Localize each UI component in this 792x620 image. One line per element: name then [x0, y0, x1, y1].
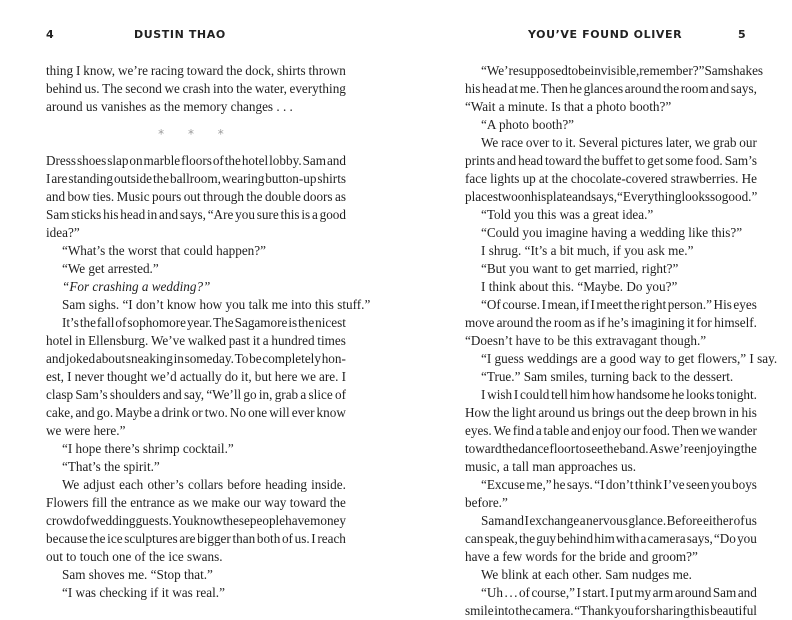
text-line: I are standing outside the ballroom, wearing button-up shirts [46, 171, 346, 186]
text-line: “We’re supposed to be invisible, remember?” Sam shakes [481, 63, 764, 78]
text-line: “Doesn’t have to be this extravagant though.” [465, 333, 707, 348]
text-line: hotel in Ellensburg. We’ve walked past it a hundred times [46, 333, 346, 348]
text-line: prints and head toward the buffet to get some food. Sam’s [465, 153, 757, 168]
text-line: clasp Sam’s shoulders and say, “We’ll go in, grab a slice of [46, 387, 346, 402]
right-paragraph-main [465, 62, 778, 620]
text-line: around us vanishes as the memory changes . . . [46, 99, 293, 114]
text-line: Sam sighs. “I don’t know how you talk me into this stuff.” [62, 297, 371, 312]
text-line: his head at me. Then he glances around the room and says, [465, 81, 757, 96]
text-line: thing I know, we’re racing toward the dock, shirts thrown [46, 63, 346, 78]
text-line: eyes. We find a table and enjoy our food. Then we wander [465, 423, 757, 438]
text-line: idea?” [46, 225, 80, 240]
text-line: “Could you imagine having a wedding like this?” [481, 225, 743, 240]
text-line: “What’s the worst that could happen?” [62, 243, 266, 258]
text-line: “True.” Sam smiles, turning back to the dessert. [481, 369, 734, 384]
text-line: we were here.” [46, 423, 126, 438]
text-line: “Of course. I mean, if I meet the right person.” His eyes [481, 297, 757, 312]
left-paragraph-top [46, 62, 346, 116]
right-body-text [465, 62, 778, 620]
text-line: out to touch one of the ice swans. [46, 549, 223, 564]
text-line: “I guess weddings are a good way to get flowers,” I say. [481, 351, 778, 366]
text-line: “Told you this was a great idea.” [481, 207, 654, 222]
text-line: have a few words for the bride and groom?” [465, 549, 698, 564]
text-line: “I hope there’s shrimp cocktail.” [62, 441, 234, 456]
text-line: I think about this. “Maybe. Do you?” [481, 279, 678, 294]
text-line: We race over to it. Several pictures later, we grab our [481, 135, 757, 150]
text-line: can speak, the guy behind him with a camera says, “Do you [465, 531, 757, 546]
text-line: music, a tall man approaches us. [465, 459, 637, 474]
text-line: move around the room as if he’s imagining it for himself. [465, 315, 757, 330]
text-line: “Wait a minute. Is that a photo booth?” [465, 99, 672, 114]
text-line: We blink at each other. Sam nudges me. [481, 567, 692, 582]
text-line: est, I never thought we’d actually do it, but here we are. I [46, 369, 346, 384]
text-line: places two on his plate and says, “Everything looks so good.” [465, 189, 758, 204]
text-line: “A photo booth?” [481, 117, 575, 132]
right-running-head: YOU’VE FOUND OLIVER [528, 28, 683, 41]
text-line: Flowers fill the entrance as we make our way toward the [46, 495, 346, 510]
text-line: face lights up at the chocolate-covered strawberries. He [465, 171, 757, 186]
text-line: I shrug. “It’s a bit much, if you ask me.” [481, 243, 694, 258]
left-page [0, 0, 396, 600]
text-line: because the ice sculptures are bigger than both of us. I reach [46, 531, 346, 546]
text-line: It’s the fall of sophomore year. The Sagamore is the nicest [62, 315, 346, 330]
left-page-number: 4 [46, 28, 55, 41]
text-line: Sam sticks his head in and says, “Are you sure this is a good [46, 207, 346, 222]
text-line: How the light around us brings out the deep brown in his [465, 405, 757, 420]
text-line: I wish I could tell him how handsome he looks tonight. [481, 387, 757, 402]
text-line: smile into the camera. “Thank you for sharing this beautiful [465, 603, 757, 618]
text-line: Sam and I exchange a nervous glance. Before either of us [481, 513, 757, 528]
text-line: and joked about sneaking in someday. To be completely hon- [46, 351, 346, 366]
left-paragraph-main [46, 152, 371, 602]
text-line: toward the dance floor to see the band. As we’re enjoying the [465, 441, 757, 456]
text-line: “Excuse me,” he says. “I don’t think I’ve seen you boys [481, 477, 757, 492]
right-page-number: 5 [738, 28, 747, 41]
text-line: behind us. The second we crash into the water, everything [46, 81, 346, 96]
text-line: “But you want to get married, right?” [481, 261, 679, 276]
text-line: cake, and go. Maybe a drink or two. No one will ever know [46, 405, 346, 420]
text-line: “I was checking if it was real.” [62, 585, 225, 600]
text-line: and bow ties. Music pours out through the double doors as [46, 189, 346, 204]
left-body-text [46, 62, 371, 602]
text-line: “We get arrested.” [62, 261, 159, 276]
text-line: “That’s the spirit.” [62, 459, 160, 474]
text-line: We adjust each other’s collars before heading inside. [62, 477, 346, 492]
left-running-head: DUSTIN THAO [134, 28, 226, 41]
text-line: Dress shoes slap on marble floors of the hotel lobby. Sam and [46, 153, 346, 168]
text-line: Sam shoves me. “Stop that.” [62, 567, 213, 582]
text-line: before.” [465, 495, 508, 510]
section-break: * * * [158, 127, 234, 141]
text-line: “Uh . . . of course,” I start. I put my arm around Sam and [481, 585, 757, 600]
text-line: “For crashing a wedding?” [62, 279, 211, 294]
text-line: crowd of wedding guests. You know these people have money [46, 513, 346, 528]
